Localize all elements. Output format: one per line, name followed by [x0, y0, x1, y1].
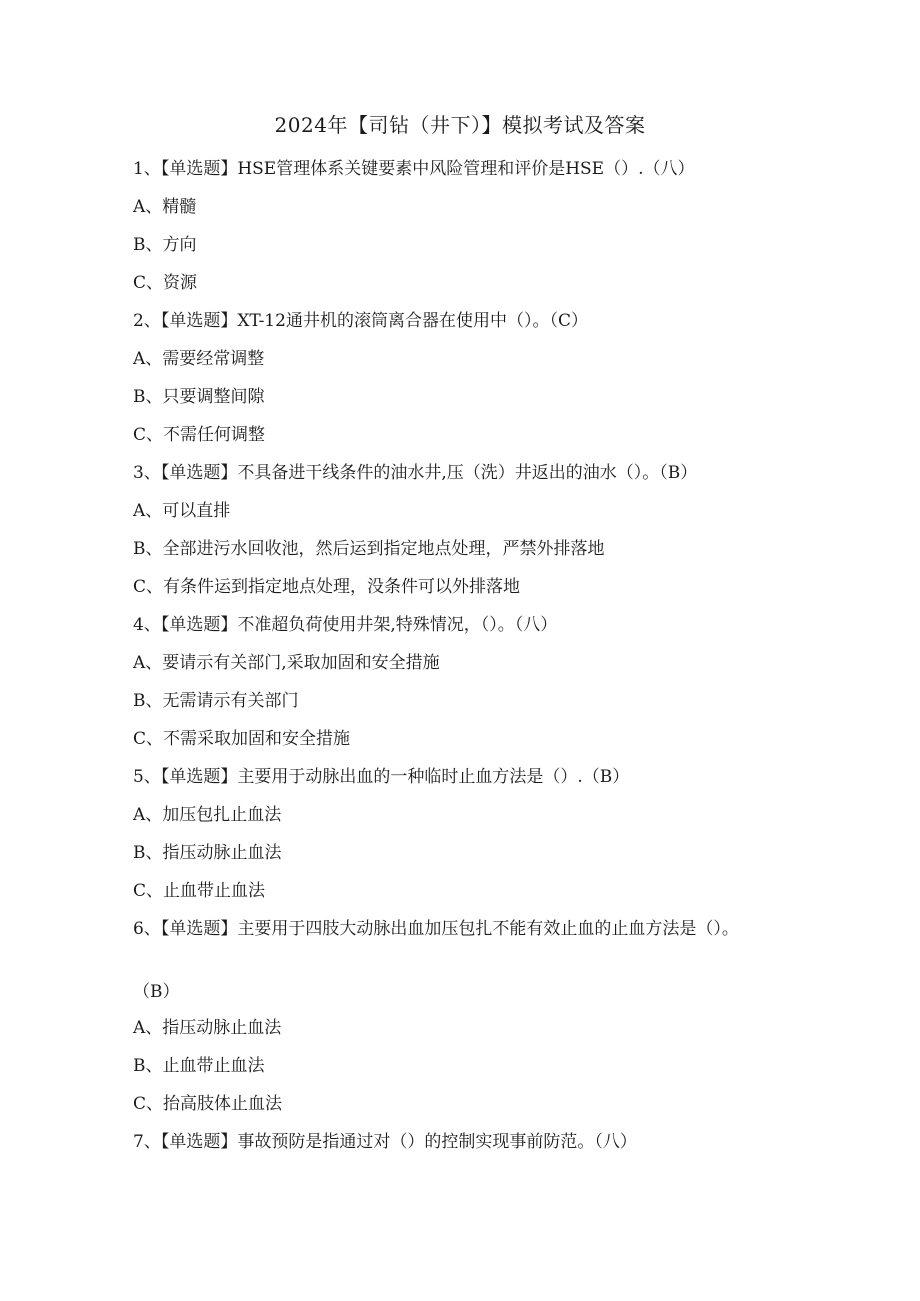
question-3-option-c: C、有条件运到指定地点处理，没条件可以外排落地 — [133, 577, 521, 597]
question-6-option-c: C、抬高肢体止血法 — [133, 1094, 283, 1114]
question-6-stem: 6、【单选题】主要用于四肢大动脉出血加压包扎不能有效止血的止血方法是（）。 — [133, 919, 739, 939]
question-3-option-b: B、全部进污水回收池，然后运到指定地点处理，严禁外排落地 — [133, 539, 605, 559]
question-2-stem: 2、【单选题】XT-12通井机的滚筒离合器在使用中（）。（C） — [133, 311, 588, 331]
question-5-stem: 5、【单选题】主要用于动脉出血的一种临时止血方法是（）.（B） — [133, 767, 630, 787]
question-6-option-b: B、止血带止血法 — [133, 1056, 265, 1076]
question-1-option-a: A、精髓 — [133, 197, 197, 217]
question-3-option-a: A、可以直排 — [133, 501, 231, 521]
question-4-option-b: B、无需请示有关部门 — [133, 691, 299, 711]
question-6-answer: （B） — [133, 982, 180, 1002]
question-2-option-c: C、不需任何调整 — [133, 425, 266, 445]
question-5-option-b: B、指压动脉止血法 — [133, 843, 282, 863]
question-1-option-c: C、资源 — [133, 273, 198, 293]
question-1-option-b: B、方向 — [133, 235, 197, 255]
question-4-stem: 4、【单选题】不准超负荷使用井架,特殊情况，（）。（八） — [133, 615, 558, 635]
question-2-option-b: B、只要调整间隙 — [133, 387, 265, 407]
question-4-option-a: A、要请示有关部门,采取加固和安全措施 — [133, 653, 440, 673]
question-2-option-a: A、需要经常调整 — [133, 349, 265, 369]
document-title: 2024年【司钻（井下）】模拟考试及答案 — [274, 113, 646, 137]
question-5-option-c: C、止血带止血法 — [133, 881, 266, 901]
question-7-stem: 7、【单选题】事故预防是指通过对（）的控制实现事前防范。（八） — [133, 1132, 637, 1152]
question-4-option-c: C、不需采取加固和安全措施 — [133, 729, 351, 749]
question-1-stem: 1、【单选题】HSE管理体系关键要素中风险管理和评价是HSE（）.（八） — [133, 159, 695, 179]
question-3-stem: 3、【单选题】不具备进干线条件的油水井,压（洗）井返出的油水（）。（B） — [133, 463, 698, 483]
question-6-option-a: A、指压动脉止血法 — [133, 1018, 282, 1038]
question-5-option-a: A、加压包扎止血法 — [133, 805, 282, 825]
